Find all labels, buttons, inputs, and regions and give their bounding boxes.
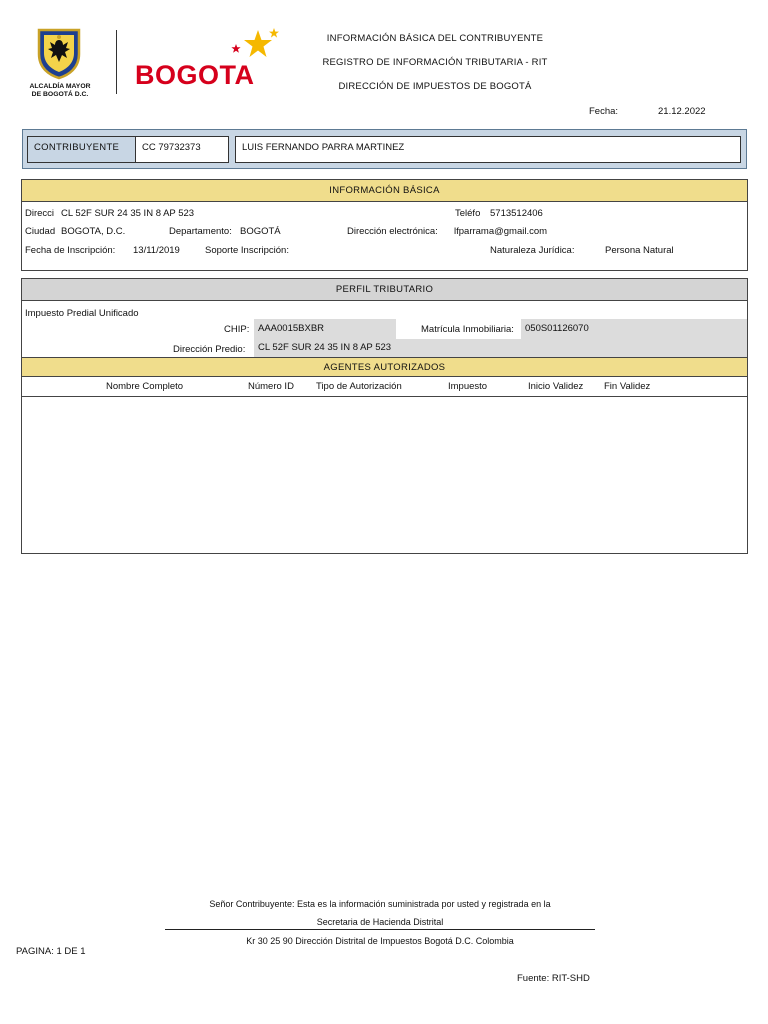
direccion-predio-value: CL 52F SUR 24 35 IN 8 AP 523 bbox=[254, 339, 747, 357]
coat-of-arms-icon bbox=[36, 28, 82, 80]
contribuyente-label: CONTRIBUYENTE bbox=[27, 136, 149, 163]
naturaleza-label: Naturaleza Jurídica: bbox=[490, 245, 575, 256]
footer-note-line2: Secretaria de Hacienda Distrital bbox=[316, 917, 444, 927]
footer-address: Kr 30 25 90 Dirección Distrital de Impuestos Bogotá D.C. Colombia bbox=[246, 936, 514, 946]
matricula-label: Matrícula Inmobiliaria: bbox=[421, 324, 514, 335]
info-basica-title: INFORMACIÓN BÁSICA bbox=[22, 180, 747, 202]
agentes-table-header bbox=[22, 377, 747, 397]
fecha-inscripcion-value: 13/11/2019 bbox=[133, 245, 180, 256]
direccion-label: Direcci bbox=[25, 208, 55, 219]
logo-wordmark: BOGOTA bbox=[135, 60, 255, 90]
contribuyente-box bbox=[22, 129, 747, 169]
ciudad-value: BOGOTA, D.C. bbox=[61, 226, 126, 237]
page-number: PAGINA: 1 DE 1 bbox=[16, 946, 86, 957]
document-office: DIRECCIÓN DE IMPUESTOS DE BOGOTÁ bbox=[338, 81, 532, 92]
impuesto-predial: Impuesto Predial Unificado bbox=[25, 308, 139, 319]
soporte-label: Soporte Inscripción: bbox=[205, 245, 289, 256]
col-tipo-autorizacion: Tipo de Autorización bbox=[316, 381, 402, 392]
col-fin-validez: Fin Validez bbox=[604, 381, 651, 392]
telefono-value: 5713512406 bbox=[490, 208, 543, 219]
seal-caption: ALCALDÍA MAYOR DE BOGOTÁ D.C. bbox=[29, 83, 91, 98]
departamento-label: Departamento: bbox=[169, 226, 232, 237]
ciudad-label: Ciudad bbox=[25, 226, 56, 237]
telefono-label: Teléfo bbox=[455, 208, 481, 219]
document-subtitle: REGISTRO DE INFORMACIÓN TRIBUTARIA - RIT bbox=[322, 57, 548, 68]
bogota-logo bbox=[24, 26, 282, 102]
chip-label: CHIP: bbox=[224, 324, 250, 335]
document-title: INFORMACIÓN BÁSICA DEL CONTRIBUYENTE bbox=[326, 33, 544, 44]
logo-divider bbox=[116, 30, 117, 94]
direccion-value: CL 52F SUR 24 35 IN 8 AP 523 bbox=[61, 208, 195, 219]
col-impuesto: Impuesto bbox=[448, 381, 488, 392]
footer-divider bbox=[165, 929, 595, 930]
col-nombre-completo: Nombre Completo bbox=[106, 381, 184, 392]
col-numero-id: Número ID bbox=[248, 381, 294, 392]
email-value: lfparrama@gmail.com bbox=[454, 226, 548, 237]
matricula-value: 050S01126070 bbox=[521, 319, 747, 339]
chip-value: AAA0015BXBR bbox=[254, 319, 396, 339]
agentes-title: AGENTES AUTORIZADOS bbox=[22, 357, 747, 377]
contribuyente-name: LUIS FERNANDO PARRA MARTINEZ bbox=[235, 136, 741, 163]
info-basica-section bbox=[21, 179, 748, 271]
departamento-value: BOGOTÁ bbox=[240, 226, 281, 237]
contribuyente-id: CC 79732373 bbox=[135, 136, 229, 163]
fecha-label: Fecha: bbox=[589, 106, 619, 117]
fecha-value: 21.12.2022 bbox=[658, 106, 706, 117]
email-label: Dirección electrónica: bbox=[347, 226, 438, 237]
source-label: Fuente: RIT-SHD bbox=[517, 973, 590, 984]
direccion-predio-label: Dirección Predio: bbox=[173, 344, 246, 355]
perfil-title: PERFIL TRIBUTARIO bbox=[22, 279, 747, 301]
footer-note-line1: Señor Contribuyente: Esta es la información suministrada por usted y registrada en la bbox=[209, 899, 551, 909]
perfil-section bbox=[21, 278, 748, 554]
naturaleza-value: Persona Natural bbox=[605, 245, 674, 256]
col-inicio-validez: Inicio Validez bbox=[528, 381, 584, 392]
fecha-inscripcion-label: Fecha de Inscripción: bbox=[25, 245, 116, 256]
